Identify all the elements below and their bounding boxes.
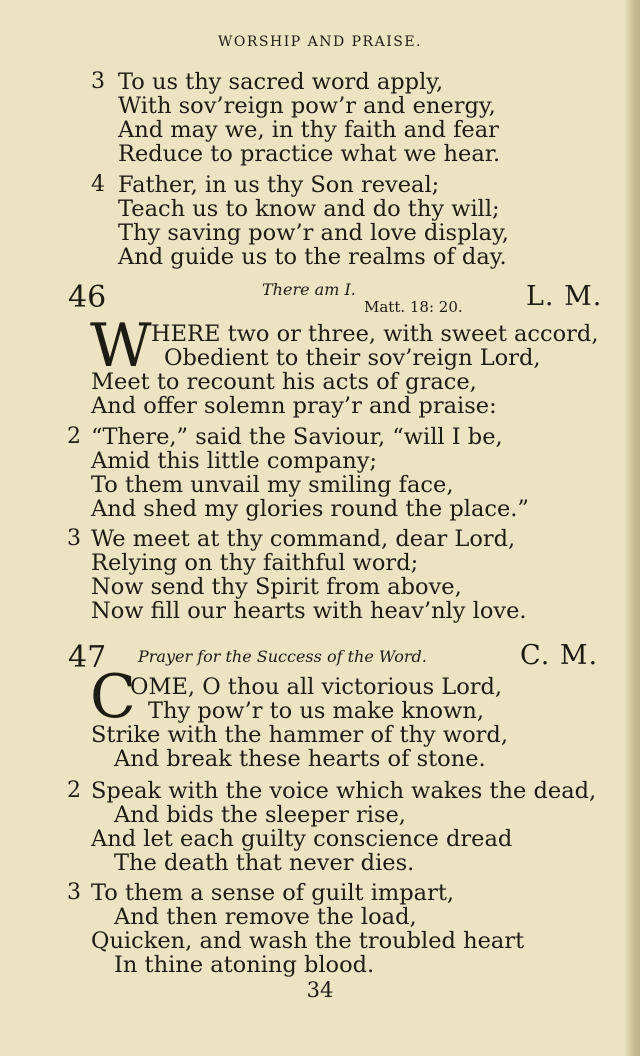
verse-number: 3	[91, 69, 105, 94]
verse-line: In thine atoning blood.	[114, 952, 375, 978]
verse-line: To us thy sacred word apply,	[118, 69, 444, 95]
verse-number: 3	[67, 880, 81, 905]
verse-line: The death that never dies.	[114, 850, 415, 876]
verse-line: Meet to recount his acts of grace,	[91, 369, 477, 395]
hymn-title: Prayer for the Success of the Word.	[138, 647, 427, 666]
verse-line: Now send thy Spirit from above,	[91, 574, 462, 600]
verse-line: With sov’reign pow’r and energy,	[118, 93, 496, 119]
verse-line: Relying on thy faithful word;	[91, 550, 419, 576]
page-number: 34	[306, 978, 334, 1002]
verse-line: Now fill our hearts with heav’nly love.	[91, 598, 527, 624]
verse-line: Thy pow’r to us make known,	[148, 698, 484, 724]
page-edge	[624, 0, 640, 1056]
verse-line: Reduce to practice what we hear.	[118, 141, 501, 167]
drop-cap: C	[90, 662, 136, 732]
hymn-meter: C. M.	[520, 640, 599, 671]
verse-line: And guide us to the realms of day.	[118, 244, 507, 270]
verse-number: 2	[67, 424, 81, 449]
verse-line: Obedient to their sov’reign Lord,	[164, 345, 541, 371]
verse-number: 2	[67, 778, 81, 803]
verse-line: And may we, in thy faith and fear	[118, 117, 499, 143]
verse-line: “There,” said the Saviour, “will I be,	[91, 424, 503, 450]
verse-line: Father, in us thy Son reveal;	[118, 172, 440, 198]
verse-line: To them a sense of guilt impart,	[91, 880, 455, 906]
verse-line: We meet at thy command, dear Lord,	[91, 526, 516, 552]
verse-line: Strike with the hammer of thy word,	[91, 722, 508, 748]
running-header: WORSHIP AND PRAISE.	[217, 34, 422, 50]
verse-line: And let each guilty conscience dread	[91, 826, 513, 852]
verse-line: OME, O thou all victorious Lord,	[130, 674, 503, 700]
verse-line: And bids the sleeper rise,	[114, 802, 406, 828]
verse-line: And break these hearts of stone.	[114, 746, 486, 772]
hymn-meter: L. M.	[526, 281, 603, 312]
verse-line: Teach us to know and do thy will;	[118, 196, 500, 222]
verse-line: And then remove the load,	[114, 904, 417, 930]
verse-line: Speak with the voice which wakes the dead,	[91, 778, 597, 804]
verse-line: Amid this little company;	[91, 448, 377, 474]
hymn-number: 46	[68, 280, 107, 315]
verse-line: And offer solemn pray’r and praise:	[91, 393, 497, 419]
verse-line: And shed my glories round the place.”	[91, 496, 529, 522]
verse-number: 4	[91, 172, 105, 197]
hymn-number: 47	[68, 640, 107, 675]
verse-line: Quicken, and wash the troubled heart	[91, 928, 525, 954]
verse-line: To them unvail my smiling face,	[91, 472, 454, 498]
verse-line: Thy saving pow’r and love display,	[118, 220, 509, 246]
drop-cap: W	[90, 311, 152, 381]
verse-line: HERE two or three, with sweet accord,	[151, 321, 599, 347]
verse-number: 3	[67, 526, 81, 551]
scripture-reference: Matt. 18: 20.	[364, 298, 463, 316]
hymn-title: There am I.	[262, 280, 356, 299]
